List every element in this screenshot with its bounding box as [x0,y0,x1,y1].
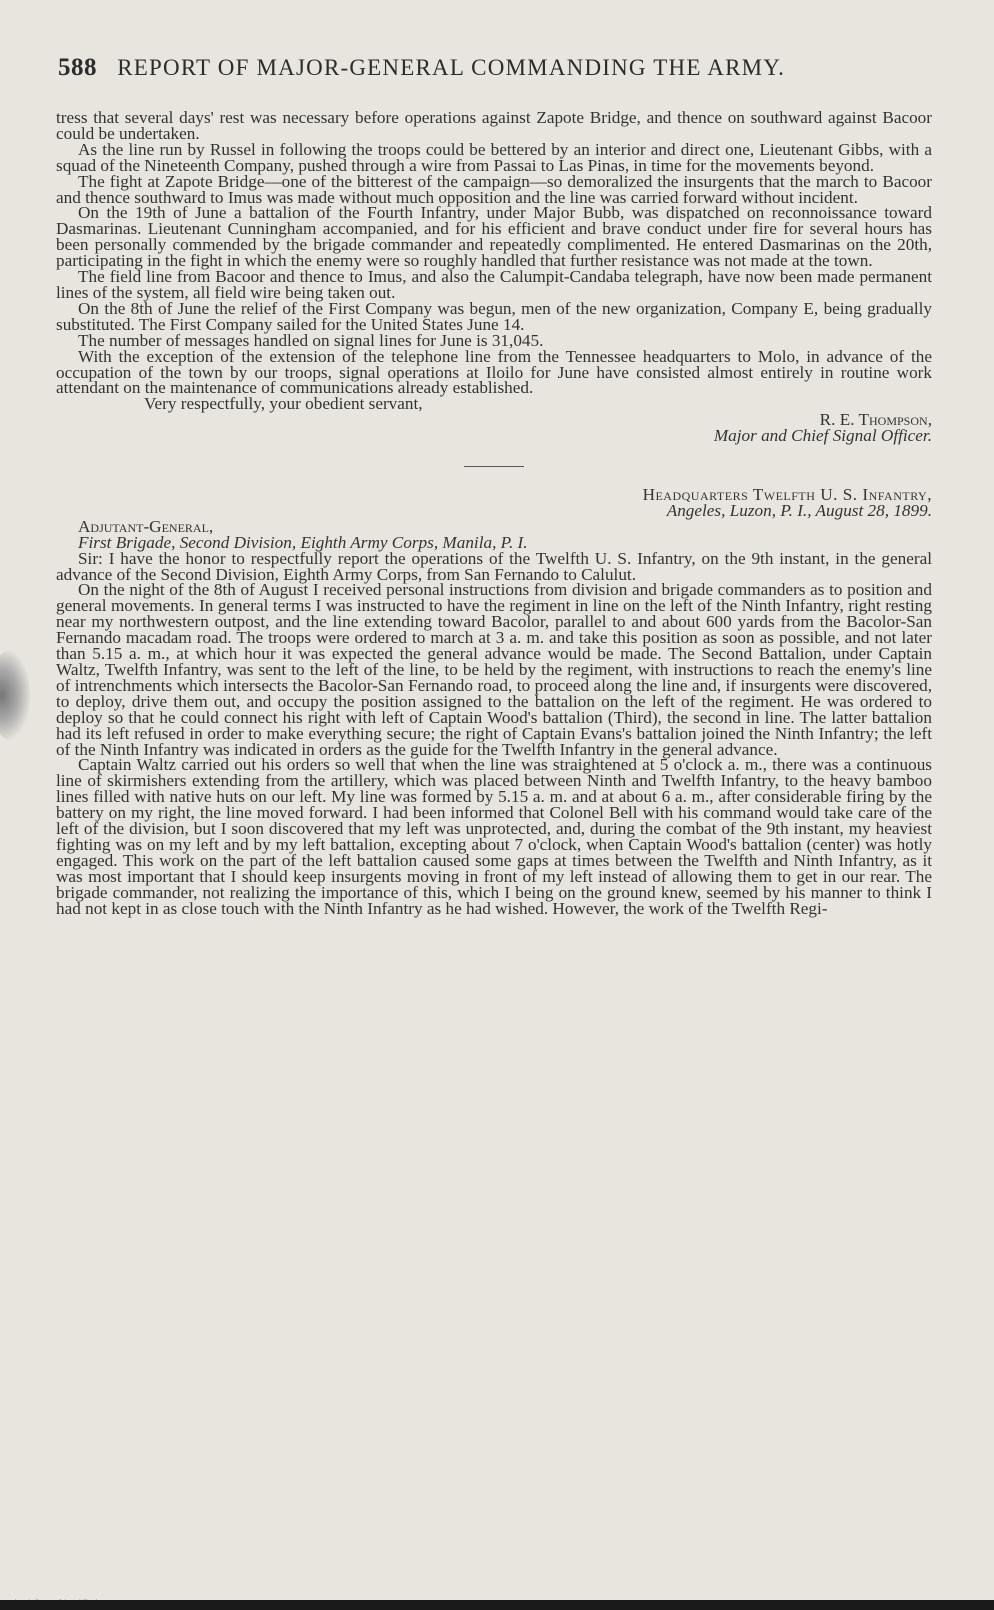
paragraph: On the 19th of June a battalion of the Fourth Infantry, under Major Bubb, was dispatched on reconnoissance toward Dasmarinas. Lieutenant Cunningham accompanied, and for his efficient and brave conduct under fire for several hours has been personally commended by the brigade commander and repeatedly complimented. He entered Dasmarinas on the 20th, participating in the fight in which the enemy were so roughly handled that further resistance was not made at the town. [56,203,932,271]
scan-edge [0,1600,994,1610]
running-header [58,54,938,82]
letter-heading: Headquarters Twelfth U. S. Infantry, [642,485,932,505]
page-body [56,110,932,917]
section-divider [464,466,524,467]
signature-title: Major and Chief Signal Officer. [713,426,932,446]
paragraph: The fight at Zapote Bridge—one of the bitterest of the campaign—so demoralized the insurgents that the march to Bacoor and thence southward to Imus was made without much opposition and the line was carried forward without incident. [56,171,932,207]
paragraph: The field line from Bacoor and thence to Imus, and also the Calumpit-Candaba telegraph, have now been made permanent lines of the system, all field wire being taken out. [56,267,932,302]
paragraph: The number of messages handled on signal lines for June is 31,045. [78,330,544,350]
letter-addressee: Adjutant-General, [78,516,214,536]
paragraph: As the line run by Russel in following the troops could be bettered by an interior and direct one, Lieutenant Gibbs, with a squad of the Nineteenth Company, pushed through a wire from Passai to Las Pinas, in time for the movements beyond. [56,139,932,175]
signature-name: R. E. Thompson, [819,410,932,430]
page-number: 588 [58,54,97,81]
paragraph: On the night of the 8th of August I received personal instructions from division and brigade commanders as to position and general movements. In general terms I was instructed to have the regiment in line on the left of the Ninth Infantry, right resting near my northwestern outpost, and the line extending toward Bacolor, parallel to and about 600 yards from the Bacolor-San Fernando macadam road. The troops were ordered to march at 3 a. m. and take this position as soon as possible, and not later than 5.15 a. m., at which hour it was expected the general advance would be made. The Second Battalion, under Captain Waltz, Twelfth Infantry, was sent to the left of the line, to be held by the regiment, with instructions to reach the enemy's line of intrenchments which intersects the Bacolor-San Fernando road, to proceed along the line and, if insurgents were discovered, to deploy, drive them out, and occupy the position assigned to the battalion on the left of the regiment. He was ordered to deploy so that he could connect his right with left of Captain Wood's battalion (Third), the second in line. The latter battalion had its left refused in order to make everything secure; the right of Captain Evans's battalion joined the Ninth Infantry; the left of the Ninth Infantry was indicated in orders as the guide for the Twelfth Infantry in the general advance. [56,580,932,759]
letter-address-line: First Brigade, Second Division, Eighth Army Corps, Manila, P. I. [78,532,528,552]
paragraph: On the 8th of June the relief of the First Company was begun, men of the new organization, Company E, being gradually substituted. The First Company sailed for the United States June 14. [56,298,932,334]
paragraph: Sir: I have the honor to respectfully report the operations of the Twelfth U. S. Infantry, on the 9th instant, in the general advance of the Second Division, Eighth Army Corps, from San Fernando to Calulut. [56,548,932,584]
page-smudge [0,650,30,740]
paragraph: With the exception of the extension of the telephone line from the Tennessee headquarters to Molo, in advance of the occupation of the town by our troops, signal operations at Iloilo for June have consisted almost entirely in routine work attendant on the maintenance of communications already established. [56,346,932,398]
closing-line: Very respectfully, your obedient servant, [144,394,423,414]
letter-dateline: Angeles, Luzon, P. I., August 28, 1899. [666,500,932,520]
paragraph: tress that several days' rest was necessary before operations against Zapote Bridge, and thence on southward against Bacoor could be undertaken. [56,108,932,143]
paragraph: Captain Waltz carried out his orders so well that when the line was straightened at 5 o'clock a. m., there was a continuous line of skirmishers extending from the artillery, which was placed between Ninth and Twelfth Infantry, to the heavy bamboo lines filled with native huts on our left. My line was formed by 5.15 a. m. and at about 6 a. m., after considerable firing by the battery on my right, the line moved forward. I had been informed that Colonel Bell with his command would take care of the left of the division, but I soon discovered that my left was unprotected, and, during the combat of the 9th instant, my heaviest fighting was on my left and by my left battalion, excepting about 7 o'clock, when Captain Wood's battalion (center) was hotly engaged. This work on the part of the left battalion caused some gaps at times between the Twelfth and Ninth Infantry, as it was most important that I should keep insurgents moving in front of my left instead of allowing them to get in our rear. The brigade commander, not realizing the importance of this, which I being on the ground knew, seemed by his manner to think I had not kept in as close touch with the Ninth Infantry as he had wished. However, the work of the Twelfth Regi- [56,755,932,918]
running-title: REPORT OF MAJOR-GENERAL COMMANDING THE ARMY. [117,55,786,80]
